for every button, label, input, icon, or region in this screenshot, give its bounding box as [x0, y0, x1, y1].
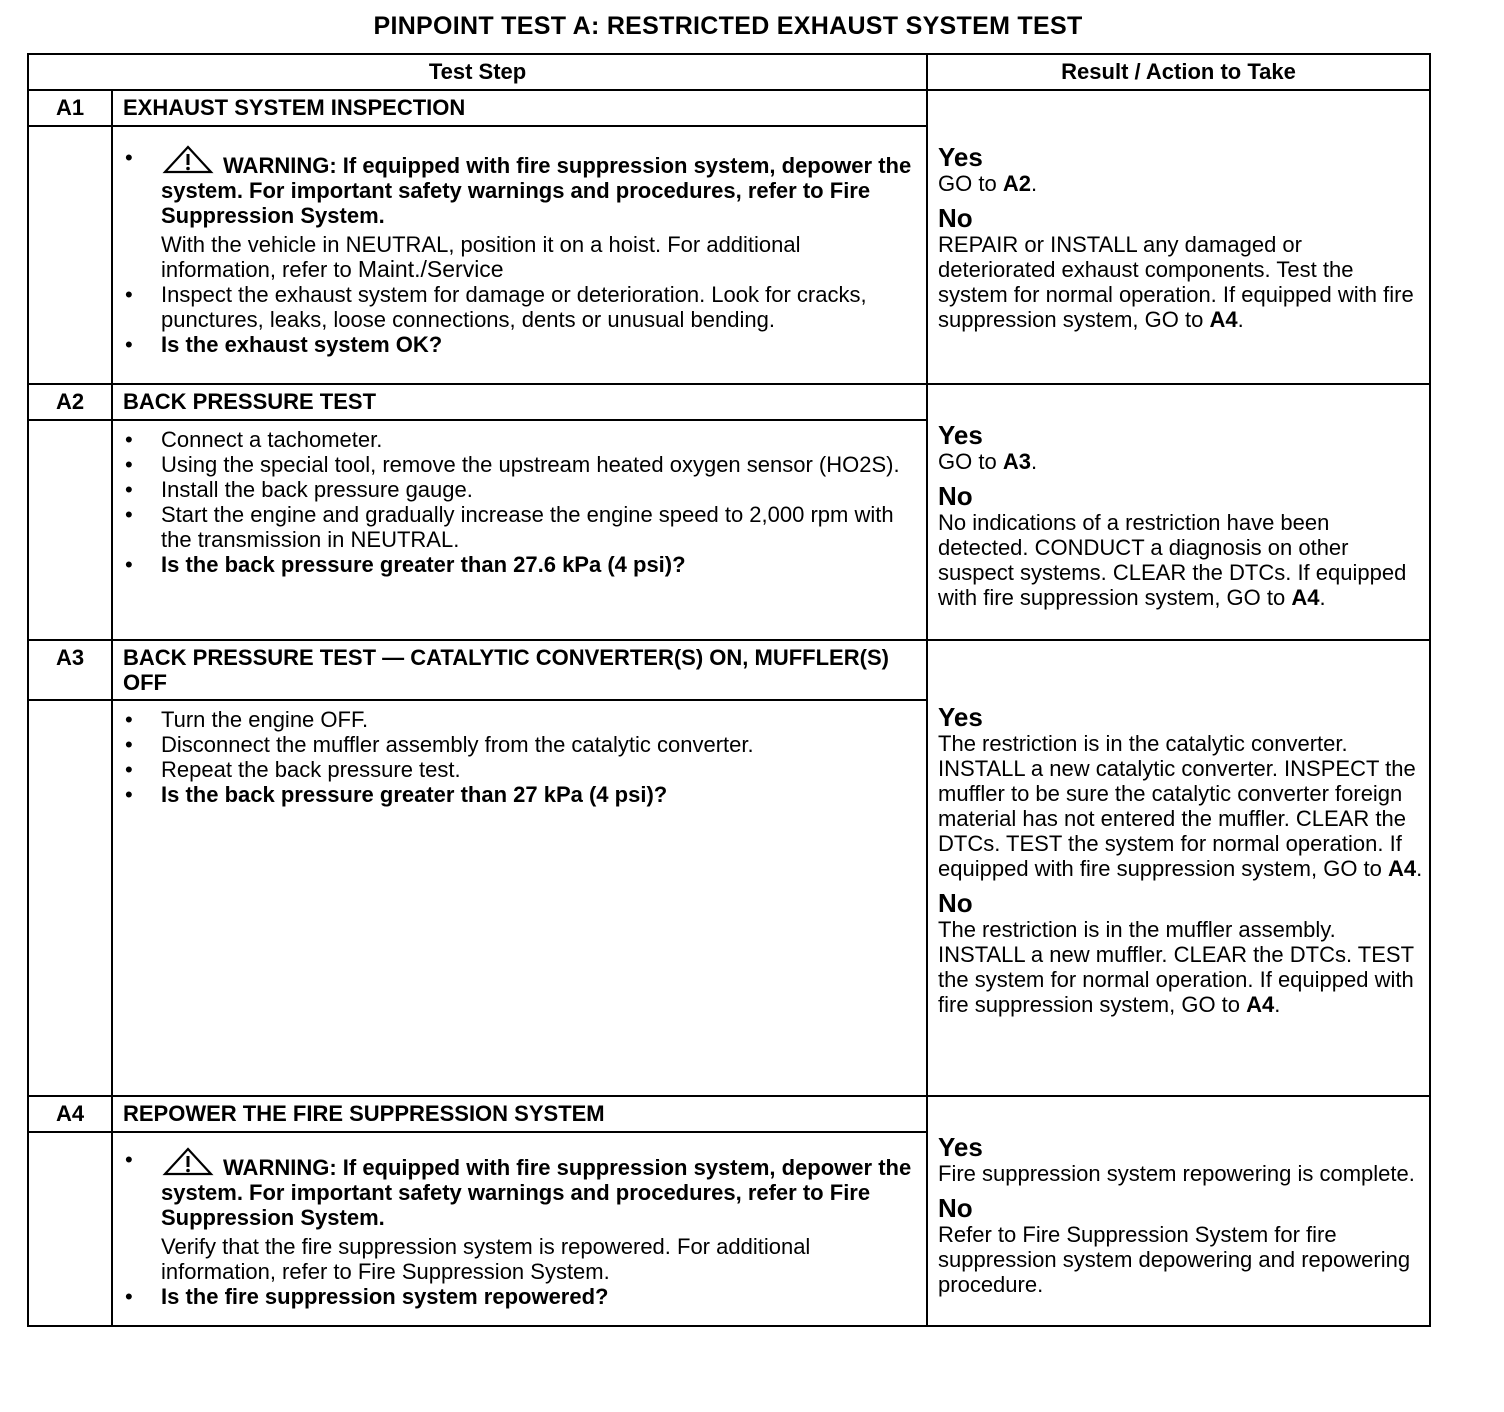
yes-label: Yes	[938, 1132, 983, 1162]
no-label: No	[938, 888, 973, 918]
no-label: No	[938, 481, 973, 511]
step-title: BACK PRESSURE TEST — CATALYTIC CONVERTER(S) ON, MUFFLER(S) OFF	[112, 640, 927, 700]
question-item: • Is the back pressure greater than 27.6 kPa (4 psi)?	[125, 552, 686, 577]
step-a1-body	[112, 126, 927, 384]
step-a4-title-row	[28, 1096, 1430, 1132]
step-a4-body	[112, 1132, 927, 1326]
warning-item: • WARNING: If equipped with fire suppression system, depower the system. For important safety warnings and procedures, refer to Fire Suppression System.	[125, 1147, 912, 1230]
yes-action: GO to A3.	[938, 449, 1038, 474]
page-title: PINPOINT TEST A: RESTRICTED EXHAUST SYSTEM TEST	[373, 12, 1083, 40]
list-item: • Disconnect the muffler assembly from the catalytic converter.	[125, 732, 754, 757]
goto-link[interactable]: A3	[1002, 449, 1031, 474]
yes-label: Yes	[938, 420, 983, 450]
pinpoint-test-table	[27, 53, 1431, 1327]
step-a3-body	[112, 700, 927, 1096]
no-action: REPAIR or INSTALL any damaged or deteriorated exhaust components. Test the system for normal operation. If equipped with fire suppression system, GO to A4.	[938, 231, 1414, 332]
step-id: A4	[28, 1096, 112, 1132]
goto-link[interactable]: A4	[1246, 992, 1275, 1017]
goto-link[interactable]: A4	[1388, 856, 1417, 881]
column-header-result: Result / Action to Take	[927, 54, 1430, 90]
list-item: • Inspect the exhaust system for damage or deterioration. Look for cracks, punctures, leaks, loose connections, dents or unusual bending.	[125, 282, 867, 332]
step-title: EXHAUST SYSTEM INSPECTION	[112, 90, 927, 126]
column-header-test-step: Test Step	[28, 54, 927, 90]
list-item: • Using the special tool, remove the upstream heated oxygen sensor (HO2S).	[125, 452, 900, 477]
list-item: • Install the back pressure gauge.	[125, 477, 473, 502]
question-item: • Is the exhaust system OK?	[125, 332, 443, 357]
step-a2-result	[927, 384, 1430, 640]
step-id: A3	[28, 640, 112, 700]
table-header-row	[28, 54, 1430, 90]
step-a2-title-row	[28, 384, 1430, 420]
step-a4-result	[927, 1096, 1430, 1326]
warning-reference: Fire Suppression System.	[161, 1180, 871, 1230]
yes-action: Fire suppression system repowering is complete.	[938, 1161, 1415, 1186]
list-item: • Turn the engine OFF.	[125, 707, 369, 732]
no-label: No	[938, 202, 973, 233]
no-label: No	[938, 1193, 973, 1223]
list-item: • Repeat the back pressure test.	[125, 757, 461, 782]
no-action: The restriction is in the muffler assembly. INSTALL a new muffler. CLEAR the DTCs. TEST the system for normal operation. If equipped with fire suppression system, GO to A4.	[938, 917, 1414, 1017]
step-title: BACK PRESSURE TEST	[112, 384, 927, 420]
step-a1-result	[927, 90, 1430, 384]
warning-triangle-icon	[161, 1147, 215, 1177]
note-text: Verify that the fire suppression system is repowered. For additional information, refer to Fire Suppression System.	[161, 1234, 811, 1284]
step-id: A1	[28, 90, 112, 126]
yes-action: GO to A2.	[938, 170, 1038, 196]
step-title: REPOWER THE FIRE SUPPRESSION SYSTEM	[112, 1096, 927, 1132]
yes-action: The restriction is in the catalytic converter. INSTALL a new catalytic converter. INSPECT the muffler to be sure the catalytic converter foreign material has not entered the muffler. CLEAR the DTCs. TEST the system for normal operation. If equipped with fire suppression system, GO to A4.	[938, 731, 1423, 881]
service-reference: Maint./Service	[357, 256, 504, 282]
goto-link[interactable]: A4	[1291, 585, 1320, 610]
goto-link[interactable]: A2	[1002, 170, 1031, 196]
step-a3-title-row	[28, 640, 1430, 700]
question-item: • Is the back pressure greater than 27 kPa (4 psi)?	[125, 782, 668, 807]
step-a2-body	[112, 420, 927, 640]
step-a3-result	[927, 640, 1430, 1096]
yes-label: Yes	[938, 702, 983, 732]
question-item: • Is the fire suppression system repowered?	[125, 1284, 609, 1309]
no-action: Refer to Fire Suppression System for fire suppression system depowering and repowering procedure.	[938, 1222, 1411, 1297]
list-item: • Start the engine and gradually increase the engine speed to 2,000 rpm with the transmission in NEUTRAL.	[125, 502, 894, 552]
warning-item: • WARNING: If equipped with fire suppression system, depower the system. For important safety warnings and procedures, refer to Fire Suppression System.	[125, 145, 912, 228]
yes-label: Yes	[938, 141, 983, 172]
warning-reference: Fire Suppression System.	[161, 178, 871, 228]
warning-triangle-icon	[161, 145, 215, 175]
list-item: • Connect a tachometer.	[125, 427, 383, 452]
step-id: A2	[28, 384, 112, 420]
goto-link[interactable]: A4	[1209, 306, 1238, 332]
no-action: No indications of a restriction have been detected. CONDUCT a diagnosis on other suspect systems. CLEAR the DTCs. If equipped with fire suppression system, GO to A4.	[938, 510, 1407, 610]
note-text: With the vehicle in NEUTRAL, position it on a hoist. For additional information, refer to Maint./Service	[161, 232, 801, 282]
step-a1-title-row	[28, 90, 1430, 126]
